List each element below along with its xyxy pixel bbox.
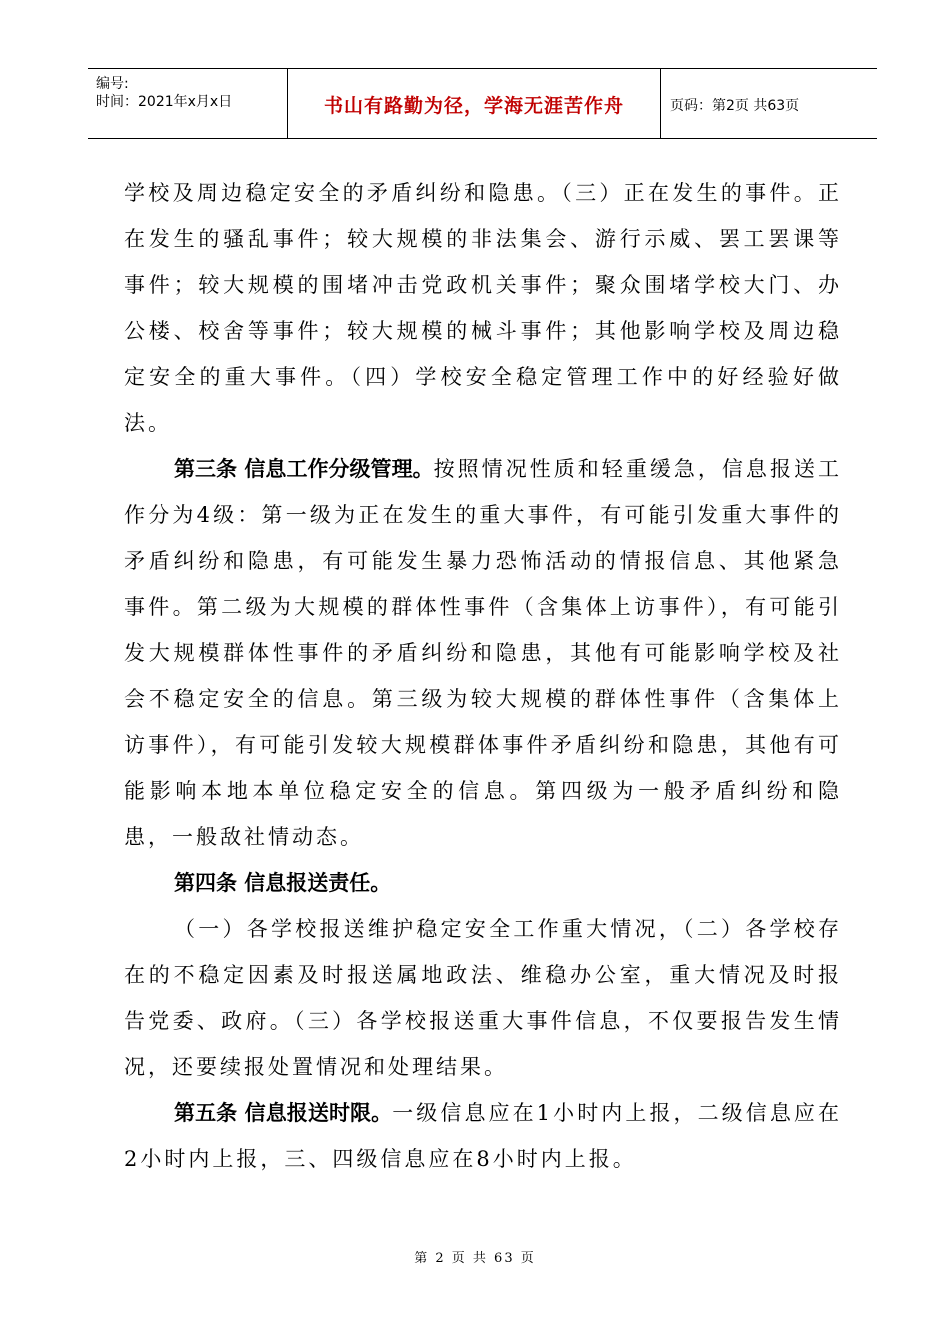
header-page-info: 页码：第2页 共63页 <box>670 98 800 114</box>
paragraph-text: 学校及周边稳定安全的矛盾纠纷和隐患。（三）正在发生的事件。正在发生的骚乱事件；较大规模的非法集会、游行示威、罢工罢课等事件；较大规模的围堵冲击党政机关事件；聚众围堵学校大门、办公楼、校舍等事件；较大规模的械斗事件；其他影响学校及周边稳定安全的重大事件。（四）学校安全稳定管理工作中的好经验好做法。 <box>124 181 842 435</box>
document-body <box>124 170 842 1182</box>
paragraph-text: 按照情况性质和轻重缓急，信息报送工作分为4级：第一级为正在发生的重大事件，有可能引发重大事件的矛盾纠纷和隐患，有可能发生暴力恐怖活动的情报信息、其他紧急事件。第二级为大规模的群体性事件（含集体上访事件），有可能引发大规模群体性事件的矛盾纠纷和隐患，其他有可能影响学校及社会不稳定安全的信息。第三级为较大规模的群体性事件（含集体上访事件），有可能引发较大规模群体事件矛盾纠纷和隐患，其他有可能影响本地本单位稳定安全的信息。第四级为一般矛盾纠纷和隐患，一般敌社情动态。 <box>124 457 843 849</box>
document-header <box>88 68 877 139</box>
number-label: 编号: <box>96 76 129 92</box>
paragraph-text: （一）各学校报送维护稳定安全工作重大情况，（二）各学校存在的不稳定因素及时报送属地政法、维稳办公室，重大情况及时报告党委、政府。（三）各学校报送重大事件信息，不仅要报告发生情况，还要续报处置情况和处理结果。 <box>124 917 842 1079</box>
article-heading: 第四条 信息报送责任。 <box>174 871 392 895</box>
header-meta-cell <box>88 69 287 138</box>
article-four-body <box>124 906 842 1090</box>
time-label: 时间：2021年x月x日 <box>96 94 233 110</box>
motto-text: 书山有路勤为径，学海无涯苦作舟 <box>323 95 624 117</box>
paragraph-text: 一级信息应在1小时内上报，二级信息应在2小时内上报，三、四级信息应在8小时内上报。 <box>124 1101 843 1171</box>
header-motto-cell <box>287 69 661 138</box>
article-three <box>124 446 842 860</box>
page-footer: 第 2 页 共 63 页 <box>414 1251 536 1266</box>
paragraph-continuation <box>124 170 842 446</box>
article-five <box>124 1090 842 1182</box>
header-page-cell <box>660 69 877 138</box>
article-four <box>124 860 842 906</box>
article-heading: 第三条 信息工作分级管理。 <box>174 457 434 481</box>
article-heading: 第五条 信息报送时限。 <box>174 1101 393 1125</box>
